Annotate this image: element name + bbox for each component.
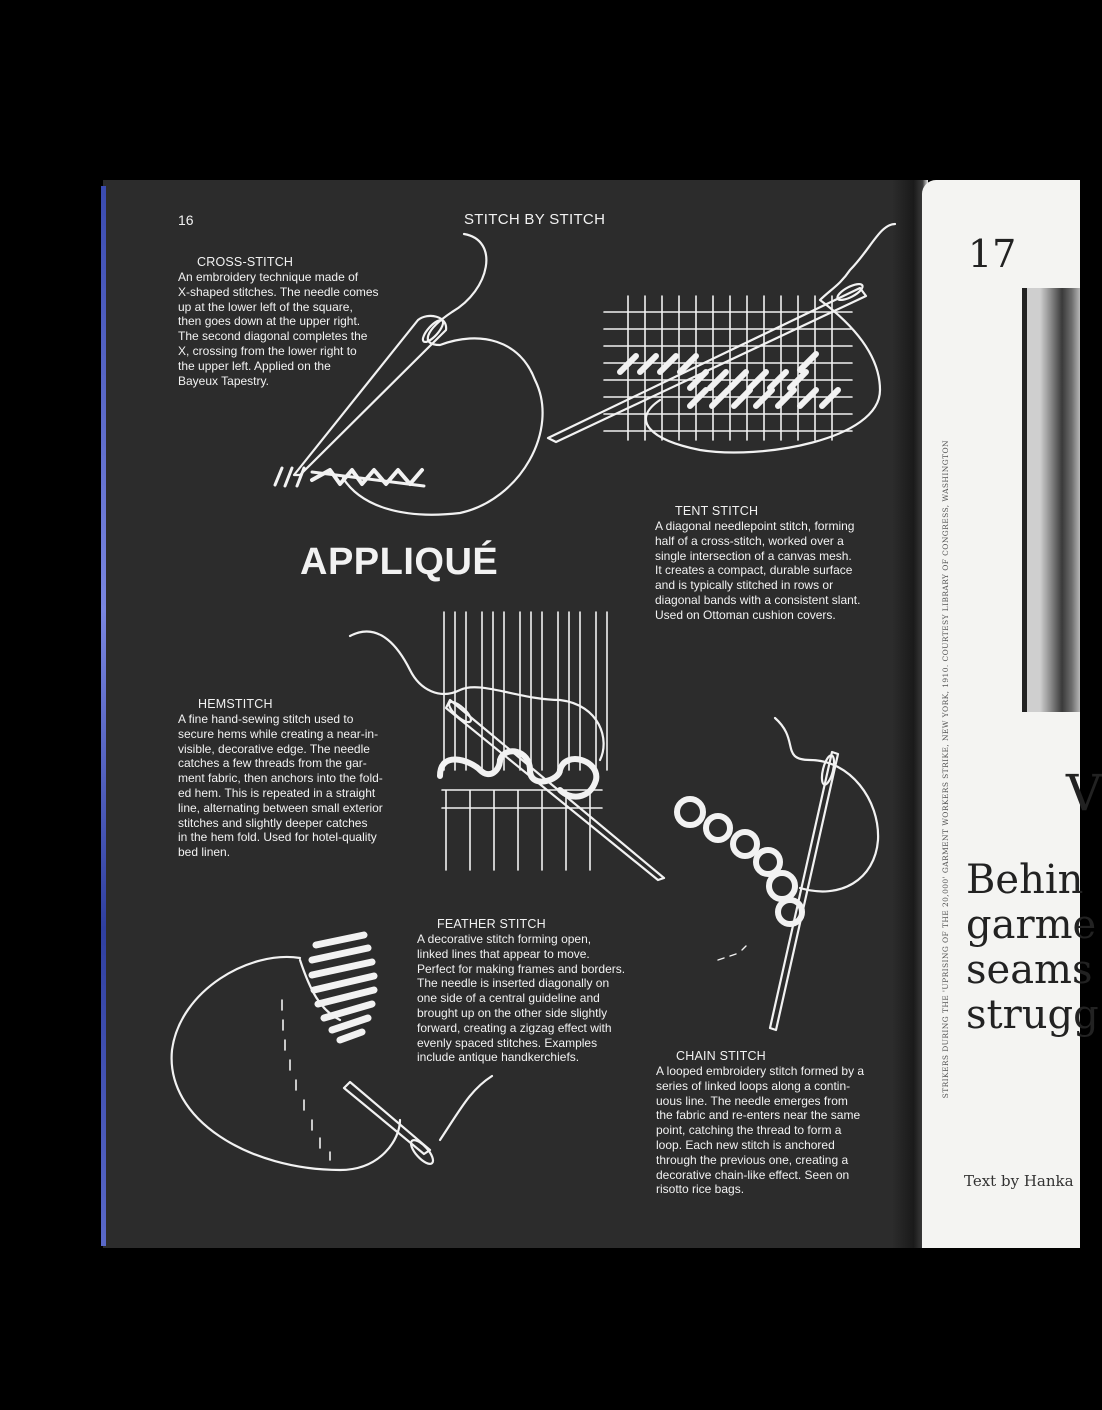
photo-caption: STRIKERS DURING THE 'UPRISING OF THE 20,000' GARMENT WORKERS STRIKE, NEW YORK, 1910. COURTESY LIBRARY OF CONGRESS, WASHINGTON xyxy=(941,440,950,1099)
page-number-left: 16 xyxy=(178,212,194,228)
tent-stitch-heading: TENT STITCH xyxy=(675,504,759,518)
cross-stitch-text: An embroidery technique made of X-shaped stitches. The needle comes up at the lower left of the square, then goes down at the upper right. The second diagonal completes the X, crossing from the lower right to the upper left. Applied on the Bayeux Tapestry. xyxy=(178,270,379,388)
page-number-right: 17 xyxy=(968,232,1017,276)
hemstitch-heading: HEMSTITCH xyxy=(198,697,273,711)
cross-stitch-heading: CROSS-STITCH xyxy=(197,255,294,269)
headline: Behin garme seams strugg xyxy=(966,857,1099,1038)
feature-title: APPLIQUÉ xyxy=(300,541,499,583)
chain-stitch-text: A looped embroidery stitch formed by a series of linked loops along a contin- uous line. The needle emerges from the fabric and re-enters near the same point, catching the thread to form a loop. Each new stitch is anchored through the previous one, creating a decorative chain-like effect. Seen on risotto rice bags. xyxy=(656,1064,865,1197)
chain-stitch-illustration xyxy=(677,718,878,1030)
feather-stitch-text: A decorative stitch forming open, linked lines that appear to move. Perfect for making frames and borders. The needle is inserted diagonally on one side of a central guideline and brought up on the other side slightly forward, creating a zigzag effect with evenly spaced stitches. Examples include antique handkerchiefs. xyxy=(417,932,626,1065)
archival-photo xyxy=(1022,288,1080,712)
tent-stitch-text: A diagonal needlepoint stitch, forming half of a cross-stitch, worked over a single intersection of a canvas mesh. It creates a compact, durable surface and is typically stitched in rows or diagonal bands with a consistent slant. Used on Ottoman cushion covers. xyxy=(655,519,861,622)
hemstitch-illustration xyxy=(350,612,664,880)
title-initial: V xyxy=(1066,764,1102,822)
feather-stitch-heading: FEATHER STITCH xyxy=(437,917,546,931)
hemstitch-text: A fine hand-sewing stitch used to secure hems while creating a near-in- visible, decorative edge. The needle catches a few threads from the gar- ment fabric, then anchors into the fold- ed hem. This is repeated in a straight line, alternating between small exterior stitches and slightly deeper catches in the hem fold. Used for hotel-quality bed linen. xyxy=(178,712,383,860)
chain-stitch-heading: CHAIN STITCH xyxy=(676,1049,766,1063)
tent-stitch-illustration xyxy=(548,224,895,453)
running-title: STITCH BY STITCH xyxy=(464,211,606,228)
author-credit: Text by Hanka xyxy=(964,1172,1074,1190)
